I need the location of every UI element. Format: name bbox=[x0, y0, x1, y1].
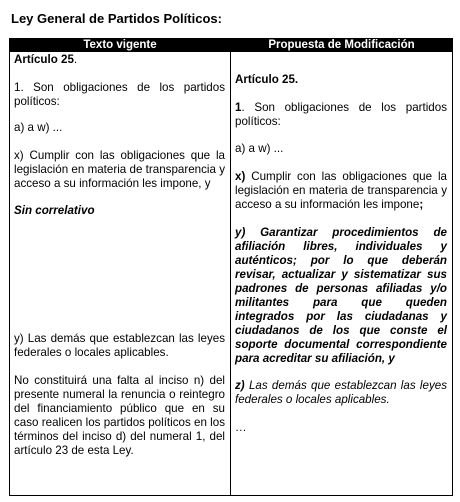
right-item-1 bbox=[235, 101, 447, 129]
header-proposed-text: Propuesta de Modificación bbox=[231, 39, 453, 52]
left-sin-correlativo: Sin correlativo bbox=[14, 204, 95, 217]
left-item-x: x) Cumplir con las obligaciones que la legislación en materia de transparencia y acceso a su información les impone, y bbox=[14, 149, 225, 190]
header-current-text: Texto vigente bbox=[10, 39, 231, 52]
right-item-1-number: 1 bbox=[235, 101, 242, 114]
left-article-heading bbox=[14, 53, 225, 67]
right-article-heading: Artículo 25. bbox=[235, 73, 299, 86]
right-item-z-label: z) bbox=[235, 379, 245, 392]
left-note: No constituirá una falta al inciso n) del presente numeral la renuncia o reintegro del financiamiento público que en su caso realicen los partidos políticos en los términos del inciso d) del numeral 1, del artículo 23 de esta Ley. bbox=[14, 374, 225, 457]
left-items-a-w: a) a w) ... bbox=[14, 121, 63, 134]
right-item-x bbox=[235, 170, 447, 212]
right-item-1-text: . Son obligaciones de los partidos políticos: bbox=[235, 101, 447, 128]
proposed-text-column bbox=[231, 52, 453, 496]
right-new-item-y: y) Garantizar procedimientos de afiliación libres, individuales y auténticos; por lo que deberán revisar, actualizar y sistematizar sus padrones de personas afiliadas y/o militantes para que queden integrados por las ciudadanas y ciudadanos de los que conste el soporte documental correspondiente para acreditar su afiliación, y bbox=[235, 226, 447, 365]
right-item-x-text: Cumplir con las obligaciones que la legislación en materia de transparencia y acceso a su información les impone bbox=[235, 170, 447, 211]
left-item-1: 1. Son obligaciones de los partidos políticos: bbox=[14, 81, 225, 108]
current-text-column bbox=[10, 52, 231, 496]
right-item-x-label: x) bbox=[235, 170, 246, 183]
right-item-x-end: ; bbox=[419, 198, 424, 211]
table-header-row bbox=[10, 39, 453, 52]
right-item-z-text: Las demás que establezcan las leyes federales o locales aplicables. bbox=[235, 379, 447, 406]
table-body-row bbox=[10, 52, 453, 496]
comparison-table bbox=[9, 38, 453, 496]
right-item-z bbox=[235, 379, 447, 407]
left-article-name: Artículo 25 bbox=[14, 53, 74, 66]
left-item-y: y) Las demás que establezcan las leyes federales o locales aplicables. bbox=[14, 332, 225, 359]
right-items-a-w: a) a w) ... bbox=[235, 142, 284, 155]
left-article-punct: . bbox=[73, 53, 78, 66]
document-title: Ley General de Partidos Políticos: bbox=[11, 11, 222, 26]
right-ellipsis: … bbox=[235, 421, 247, 434]
